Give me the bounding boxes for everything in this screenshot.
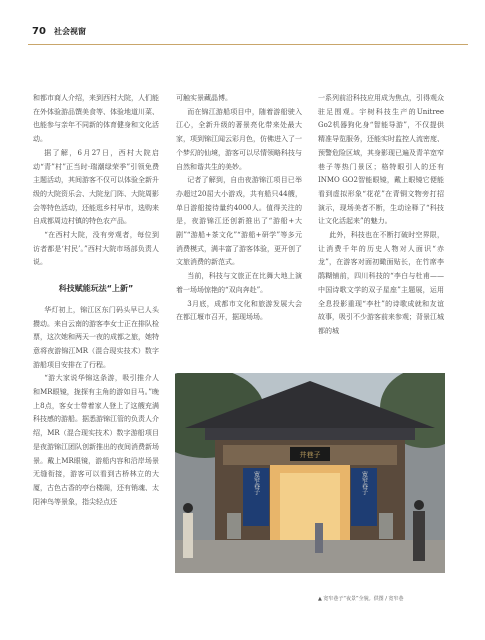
article-column-1 [33,92,159,509]
article-column-3 [318,92,444,339]
paragraph: 当前，科技与文旅正在比舞大地上演着一场场惊艳的“双向奔赴”。 [176,272,302,294]
article-column-2 [176,92,302,325]
stone-lion-left [227,513,241,539]
paragraph: 可触实景藏晶博。 [176,94,232,102]
paragraph: 华灯初上，锦江区东门码头早已人头攒动。来自云南的游客李女士正在排队检票，这次她和两天一夜的成都之旅，她特意将夜游锦江MR（混合现实技术）数字游船项目安排在了行程。 [33,305,159,369]
subheading: 科技赋能玩法“上新” [58,284,134,294]
pedestrian-head [414,500,424,510]
paragraph: 据了解，6月27日，西村大院启动“青”村”正当时·瑞潮绿荣季”引领免费主题活动，其间游客不仅可以体验全新升级的大院资乐会、大院龙门阵、大院周影会等特色活动，还能逛乡村早市，选购来自成都周边村镇的特色农产品。 [33,148,159,226]
section-title: 社会视窗 [54,27,86,36]
pedestrian-head [183,503,193,513]
paragraph: 记者了解到，自由夜游锦江项目已举办超过20屈大小游戏，共有船只44艘，单日游船接待量约4000人。值得关注的是，夜游锦江还创新推出了“游船+大剧”“游船+茶文化”“游船+研学”等多元消费模式，满丰富了游客体验，更开创了文旅消费的新范式。 [176,176,302,267]
banner-right-text: 宽窄巷子 [360,471,368,495]
roof-eave [205,428,415,440]
kuanzhai-alley-photo [175,373,445,573]
stone-lion-right [379,513,393,539]
banner-left-text: 宽窄巷子 [252,471,260,495]
paragraph: 和都市商人介绍，来到西村大院，人们能在外体验游品馔美食等、体验地道川菜、也能参与亲年不同新的体育健身和文化活动。 [33,94,159,144]
header-rule [28,44,468,45]
paragraph: “在西村大院，没有旁观者，每位到访者都是‘村民’。”西村大院市场部负责人说。 [33,231,159,267]
pedestrian [413,511,425,561]
shop-sign-text: 井巷子 [299,451,321,459]
paragraph: 此外，科技也在不断打破时空界限，让消费千年的历史人物对人面识“赤龙”，在游客对面初瞰面贴长，在竹席李鹃糊铺前，四川科技的“李白与杜甫——中国诗歌文学的双子星座”主题展，运用全息投影重现“李杜”的诗歌成就和友谊故事，吸引不少游客前来参观；背景江城都的城 [318,231,444,335]
paragraph: 而在锦江游船项目中，随着游船驶入江心，全新升级的著景亮化带来处最大家，项到锦江闻云彩月色，仿佛进入了一个梦幻的仙境，游客可以尽情领略科技与自然和谐共生的美妙。 [176,107,302,171]
photo-illustration [175,373,445,573]
pedestrian [183,513,193,558]
page-number: 70 [32,26,46,37]
pedestrian [315,523,323,553]
street-ground [175,540,445,573]
page-header [28,22,468,50]
doorway-light [280,473,340,540]
paragraph: 3月底，成都市文化和旅游发展大会在都江堰市召开，据现场场。 [176,299,302,322]
photo-caption: ▲ 宽窄巷子“夜景”全貌。供图 / 宽窄巷 [318,596,404,602]
paragraph: 一系列前沿科技应用成为焦点，引得观众驻足围观。宇树科技生产的Unitree Go2机器狗化身“智能导游”，不仅提供精准导览服务，还能实时监控人流密度、预警危险区域，其身影现已遍及青羊宽窄巷子等热门景区；格特眼引人的还有INMO GO2智能眼镜，戴上眼镜它便能看到虚拟形象“花花”在青铜文物旁打招演示，现场美者不断，生动诠释了“科技让文化活起来”的魅力。 [318,94,444,226]
paragraph: “游大家说华锦这条游，吸引推介人和MR眼镜，拢探有主角的游如目马。”晚上8点，客女士带着家人登上了这艘充满科技感的游船。据悉游锦江管的负责人介绍，MR（混合现实技术）数字游船项目是夜游锦江团队创新推出的夜间消费新场景。戴上MR眼镜，游船内容和沿岸场景无缝衔接，游客可以看到古桥林立的大厦，古色古香的亭台楼阁，还有销魂、太阳神鸟等景象，指尖轻点还 [33,374,159,506]
